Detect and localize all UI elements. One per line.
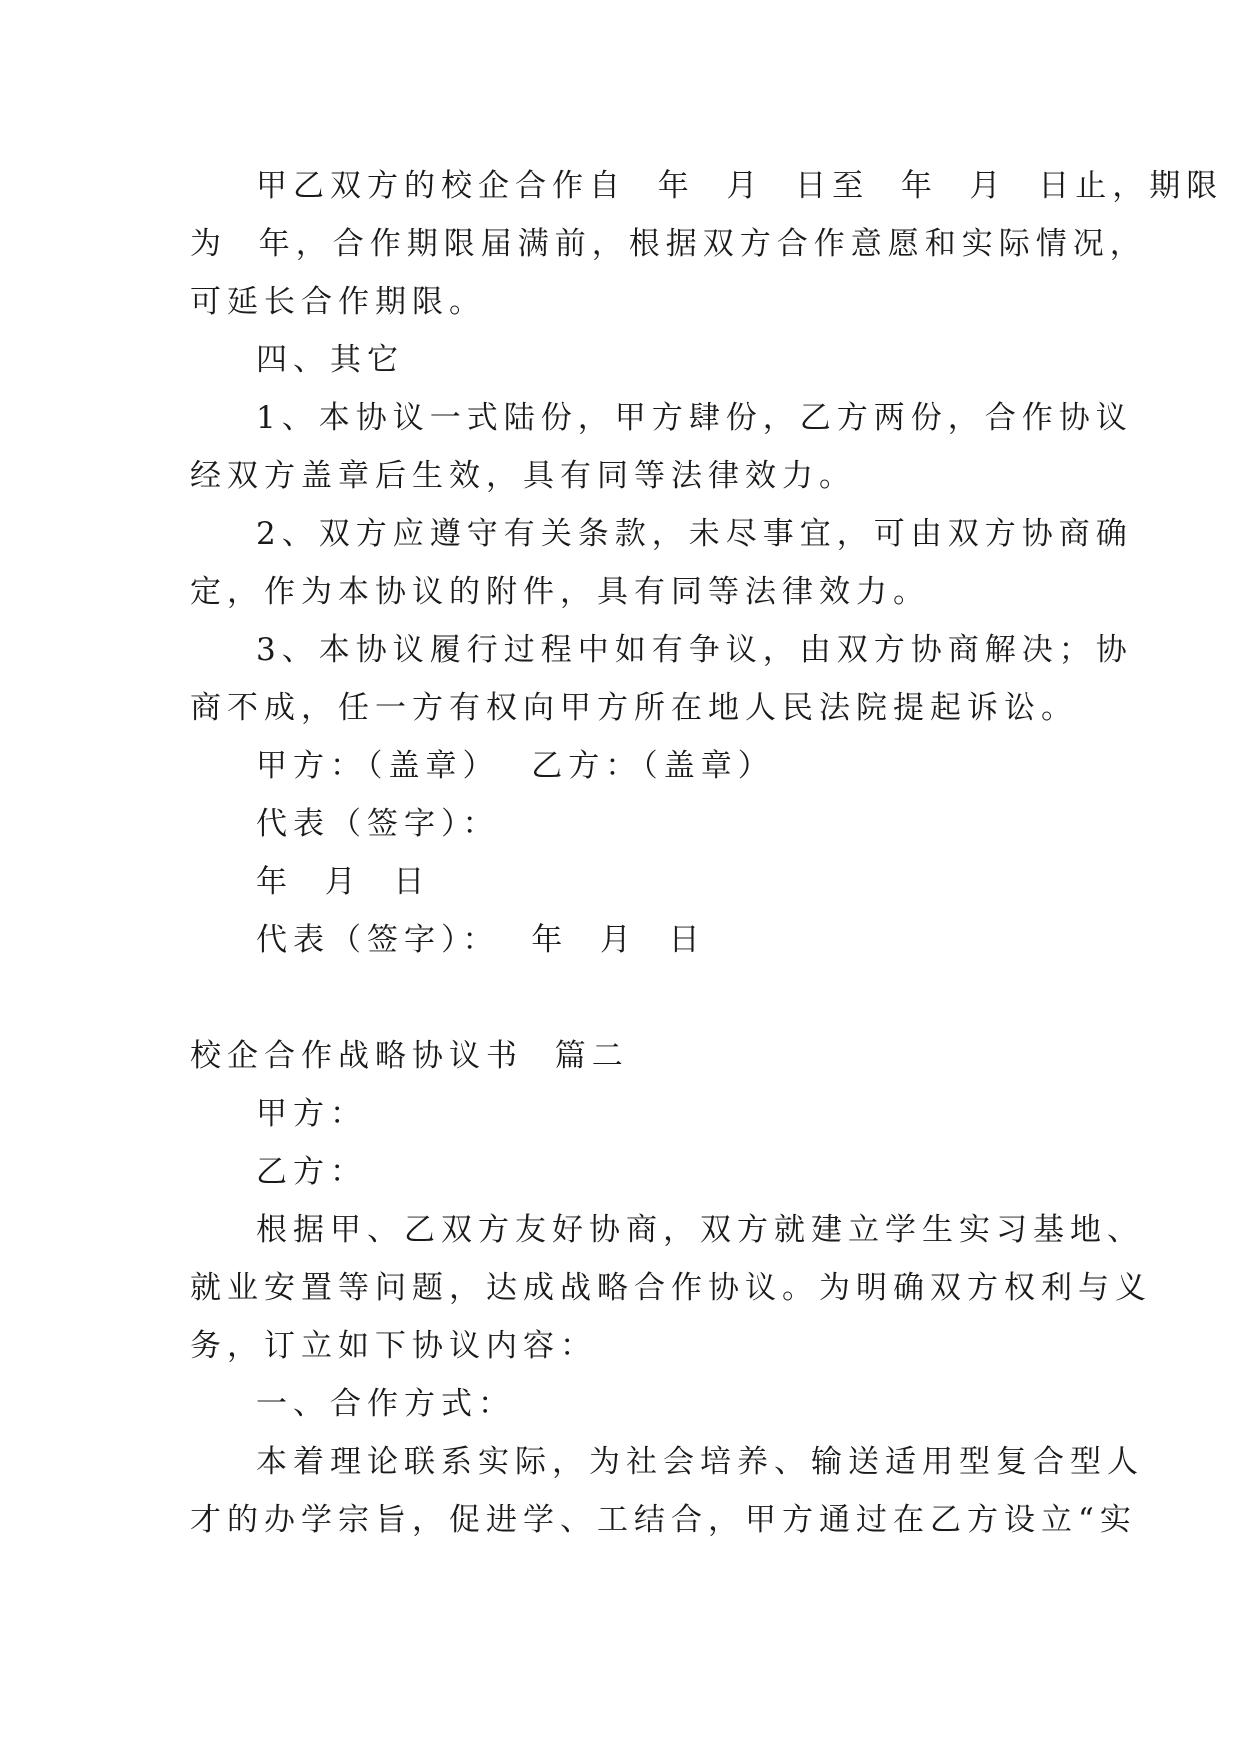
clause-1-line-1: 1、本协议一式陆份，甲方肆份，乙方两份，合作协议 xyxy=(256,400,1133,436)
clause-2-line-2: 定，作为本协议的附件，具有同等法律效力。 xyxy=(190,574,930,610)
section-title-part-two: 校企合作战略协议书 篇二 xyxy=(190,1038,629,1074)
intro-paragraph-line-2: 就业安置等问题，达成战略合作协议。为明确双方权利与义 xyxy=(190,1270,1152,1306)
section-heading-cooperation-mode: 一、合作方式： xyxy=(256,1386,515,1422)
mode-paragraph-line-2: 才的办学宗旨，促进学、工结合，甲方通过在乙方设立“实 xyxy=(190,1502,1137,1538)
paragraph-cooperation-term-line-3: 可延长合作期限。 xyxy=(190,284,486,320)
section-heading-others: 四、其它 xyxy=(256,342,404,378)
intro-paragraph-line-3: 务，订立如下协议内容： xyxy=(190,1328,597,1364)
party-a-line: 甲方： xyxy=(256,1096,367,1132)
paragraph-cooperation-term-line-1: 甲乙双方的校企合作自 年 月 日至 年 月 日止，期限 xyxy=(256,168,1224,204)
signature-representative-date-line: 代表（签字）： 年 月 日 xyxy=(256,922,706,958)
signature-date-line: 年 月 日 xyxy=(256,864,431,900)
signature-seal-line: 甲方：（盖章） 乙方：（盖章） xyxy=(256,748,775,784)
mode-paragraph-line-1: 本着理论联系实际，为社会培养、输送适用型复合型人 xyxy=(256,1444,1144,1480)
clause-3-line-1: 3、本协议履行过程中如有争议，由双方协商解决；协 xyxy=(256,632,1133,668)
clause-1-line-2: 经双方盖章后生效，具有同等法律效力。 xyxy=(190,458,856,494)
party-b-line: 乙方： xyxy=(256,1154,367,1190)
paragraph-cooperation-term-line-2: 为 年，合作期限届满前，根据双方合作意愿和实际情况， xyxy=(190,226,1147,262)
clause-3-line-2: 商不成，任一方有权向甲方所在地人民法院提起诉讼。 xyxy=(190,690,1078,726)
clause-2-line-1: 2、双方应遵守有关条款，未尽事宜，可由双方协商确 xyxy=(256,516,1133,552)
intro-paragraph-line-1: 根据甲、乙双方友好协商，双方就建立学生实习基地、 xyxy=(256,1212,1144,1248)
signature-representative-line: 代表（签字）： xyxy=(256,806,500,842)
